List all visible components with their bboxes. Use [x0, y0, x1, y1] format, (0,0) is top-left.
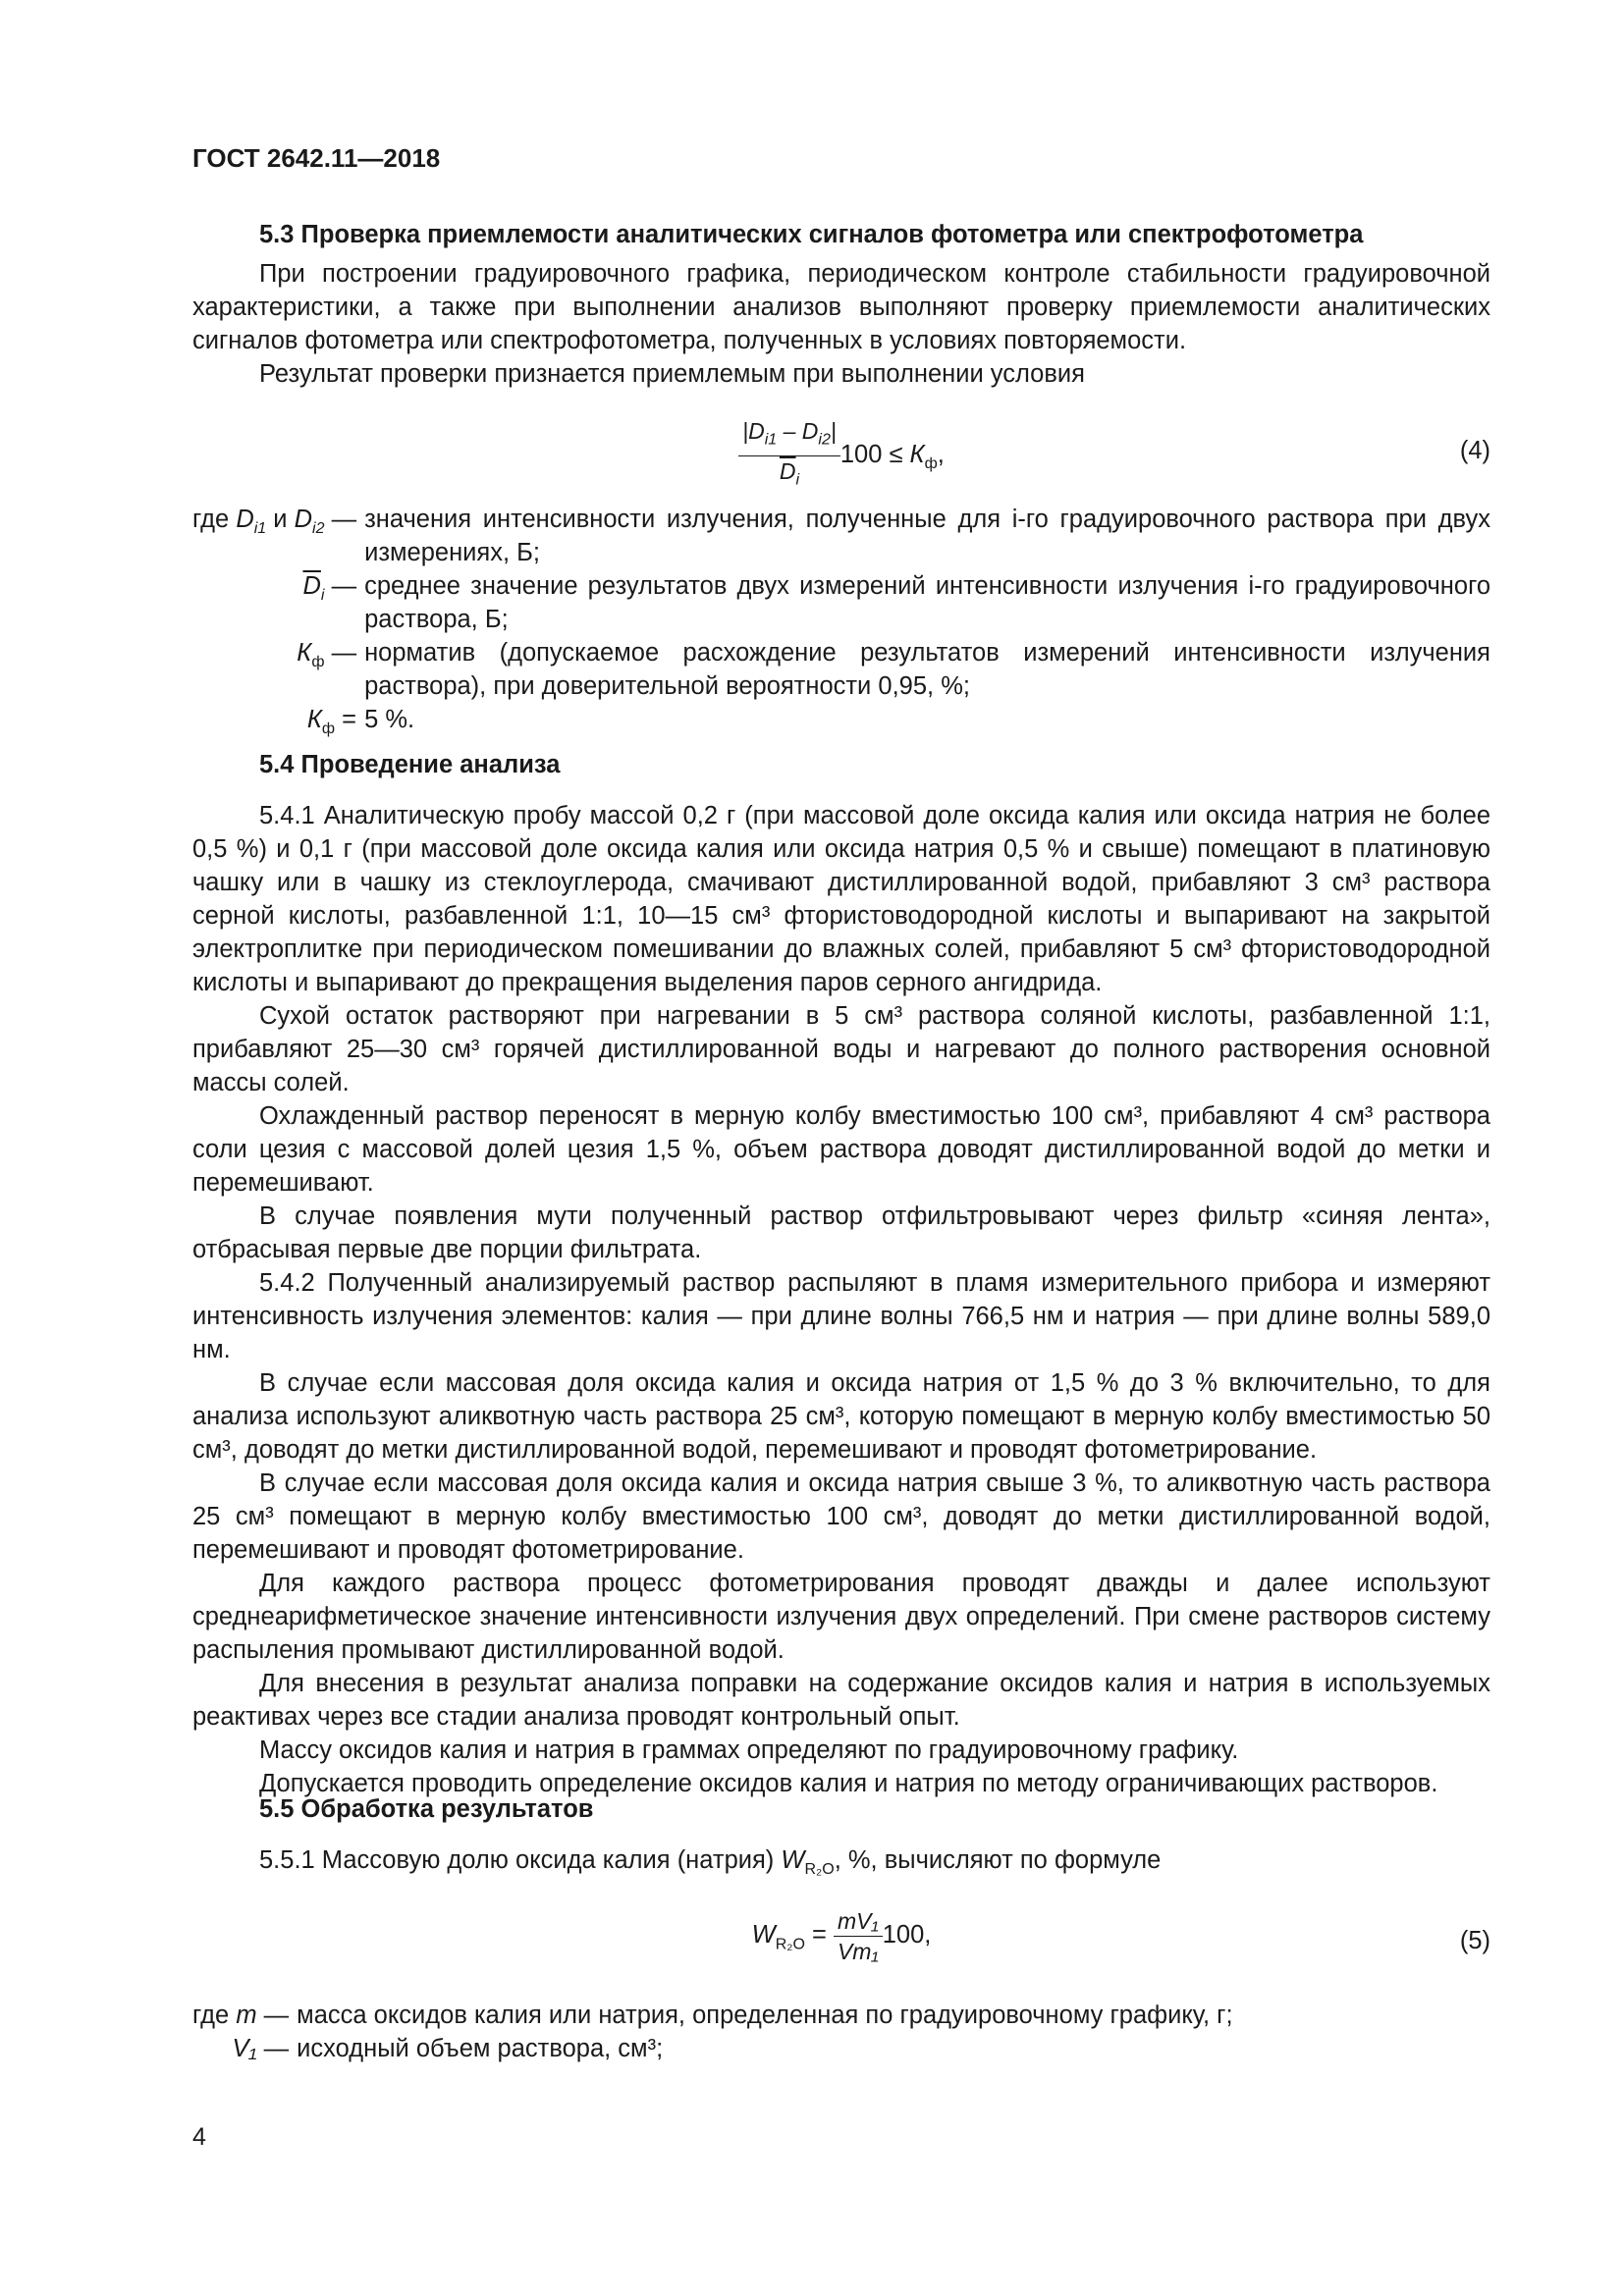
- where-term: $К_ф$ =: [306, 706, 357, 738]
- formula-4: $\frac{|D_{i1} - D_{i2}|}{\overline{D}_i}$ $100 \le К_ф$, (4): [192, 416, 1490, 505]
- section-5-5: [192, 1792, 1490, 1887]
- section-title-5-4: 5.4 Проведение анализа: [259, 751, 561, 778]
- where-desc: норматив (допускаемое расхождение результатов измерений интенсивности излучения раствора), при доверительной вероятности 0,95, %;: [364, 639, 1490, 700]
- paragraph: Допускается проводить определение оксидов калия и натрия по методу ограничивающих растворов.: [259, 1770, 1438, 1797]
- paragraph: В случае появления мути полученный раствор отфильтровывают через фильтр «синяя лента», отбрасывая первые две порции фильтрата.: [192, 1202, 1490, 1263]
- where-list-5-5: [192, 1999, 1490, 2065]
- formula-number: (4): [1459, 437, 1490, 464]
- where-desc: исходный объем раствора, см³;: [297, 2035, 664, 2062]
- section-title-5-3: 5.3 Проверка приемлемости аналитических сигналов фотометра или спектрофотометра: [259, 221, 1364, 248]
- where-term: $\overline{D}_i$ —: [302, 572, 357, 605]
- formula-number: (5): [1459, 1927, 1490, 1954]
- fraction: $\frac{|D_{i1} - D_{i2}|}{\overline{D}_i}$: [738, 416, 840, 495]
- paragraph: Результат проверки признается приемлемым при выполнении условия: [259, 360, 1085, 388]
- paragraph: Для внесения в результат анализа поправки на содержание оксидов калия и натрия в используемых реактивах через все стадии анализа проводят контрольный опыт.: [192, 1670, 1490, 1731]
- paragraph: Массу оксидов калия и натрия в граммах определяют по градуировочному графику.: [259, 1736, 1239, 1764]
- section-5-3: [192, 218, 1490, 391]
- where-list-5-3: [192, 503, 1490, 746]
- formula-5: $W_{R_2O}$ = $\frac{\text{mV₁}}{\text{Vm₁}}$ 100, (5): [751, 1908, 1490, 1964]
- where-desc: 5 %.: [364, 706, 415, 733]
- where-term: где m —: [192, 2002, 290, 2029]
- paragraph: Охлажденный раствор переносят в мерную колбу вместимостью 100 см³, прибавляют 4 см³ раствора соли цезия с массовой долей цезия 1,5 %, объем раствора доводят дистиллированной водой до метки и перемешивают.: [192, 1102, 1490, 1197]
- paragraph: 5.4.1 Аналитическую пробу массой 0,2 г (при массовой доле оксида калия или оксида натрия не более 0,5 %) и 0,1 г (при массовой доле оксида калия или оксида натрия 0,5 % и свыше) помещают в платиновую чашку или в чашку из стеклоуглерода, смачивают дистиллированной водой, прибавляют 3 см³ раствора серной кислоты, разбавленной 1:1, 10—15 см³ фтористоводородной кислоты и выпаривают на закрытой электроплитке при периодическом помешивании до влажных солей, прибавляют 5 см³ фтористоводородной кислоты и выпаривают до прекращения выделения паров серного ангидрида.: [192, 802, 1490, 996]
- page-number: 4: [192, 2123, 206, 2151]
- paragraph: В случае если массовая доля оксида калия и оксида натрия от 1,5 % до 3 % включительно, то для анализа используют аликвотную часть раствора 25 см³, которую помещают в мерную колбу вместимостью 50 см³, доводят до метки дистиллированной водой, перемешивают и проводят фотометрирование.: [192, 1369, 1490, 1464]
- section-5-4: [192, 748, 1490, 1800]
- paragraph: В случае если массовая доля оксида калия и оксида натрия свыше 3 %, то аликвотную часть раствора 25 см³ помещают в мерную колбу вместимостью 100 см³, доводят до метки дистиллированной водой, перемешивают и проводят фотометрирование.: [192, 1469, 1490, 1564]
- paragraph: 5.4.2 Полученный анализируемый раствор распыляют в пламя измерительного прибора и измеряют интенсивность излучения элементов: калия — при длине волны 766,5 нм и натрия — при длине волны 589,0 нм.: [192, 1269, 1490, 1363]
- fraction: $\frac{\text{mV₁}}{\text{Vm₁}}$: [834, 1906, 883, 1966]
- where-term: V₁ —: [232, 2035, 290, 2062]
- where-desc: масса оксидов калия или натрия, определенная по градуировочному графику, г;: [297, 2002, 1233, 2029]
- section-title-5-5: 5.5 Обработка результатов: [259, 1795, 594, 1823]
- where-term: $К_ф$ —: [297, 639, 357, 671]
- document-header: ГОСТ 2642.11—2018: [192, 143, 441, 173]
- where-term: где $D_{i1}$ и $D_{i2}$ —: [192, 506, 357, 538]
- paragraph: 5.5.1 Массовую долю оксида калия (натрия) $W_{R_2O}$, %, вычисляют по формуле: [259, 1846, 1162, 1879]
- where-desc: значения интенсивности излучения, полученные для i-го градуировочного раствора при двух измерениях, Б;: [364, 506, 1490, 566]
- paragraph: При построении градуировочного графика, периодическом контроле стабильности градуировочной характеристики, а также при выполнении анализов выполняют проверку приемлемости аналитических сигналов фотометра или спектрофотометра, полученных в условиях повторяемости.: [192, 260, 1490, 354]
- paragraph: Сухой остаток растворяют при нагревании в 5 см³ раствора соляной кислоты, разбавленной 1:1, прибавляют 25—30 см³ горячей дистиллированной воды и нагревают до полного растворения основной массы солей.: [192, 1002, 1490, 1096]
- paragraph: Для каждого раствора процесс фотометрирования проводят дважды и далее используют среднеарифметическое значение интенсивности излучения двух определений. При смене растворов систему распыления промывают дистиллированной водой.: [192, 1570, 1490, 1664]
- where-desc: среднее значение результатов двух измерений интенсивности излучения i-го градуировочного раствора, Б;: [364, 572, 1490, 633]
